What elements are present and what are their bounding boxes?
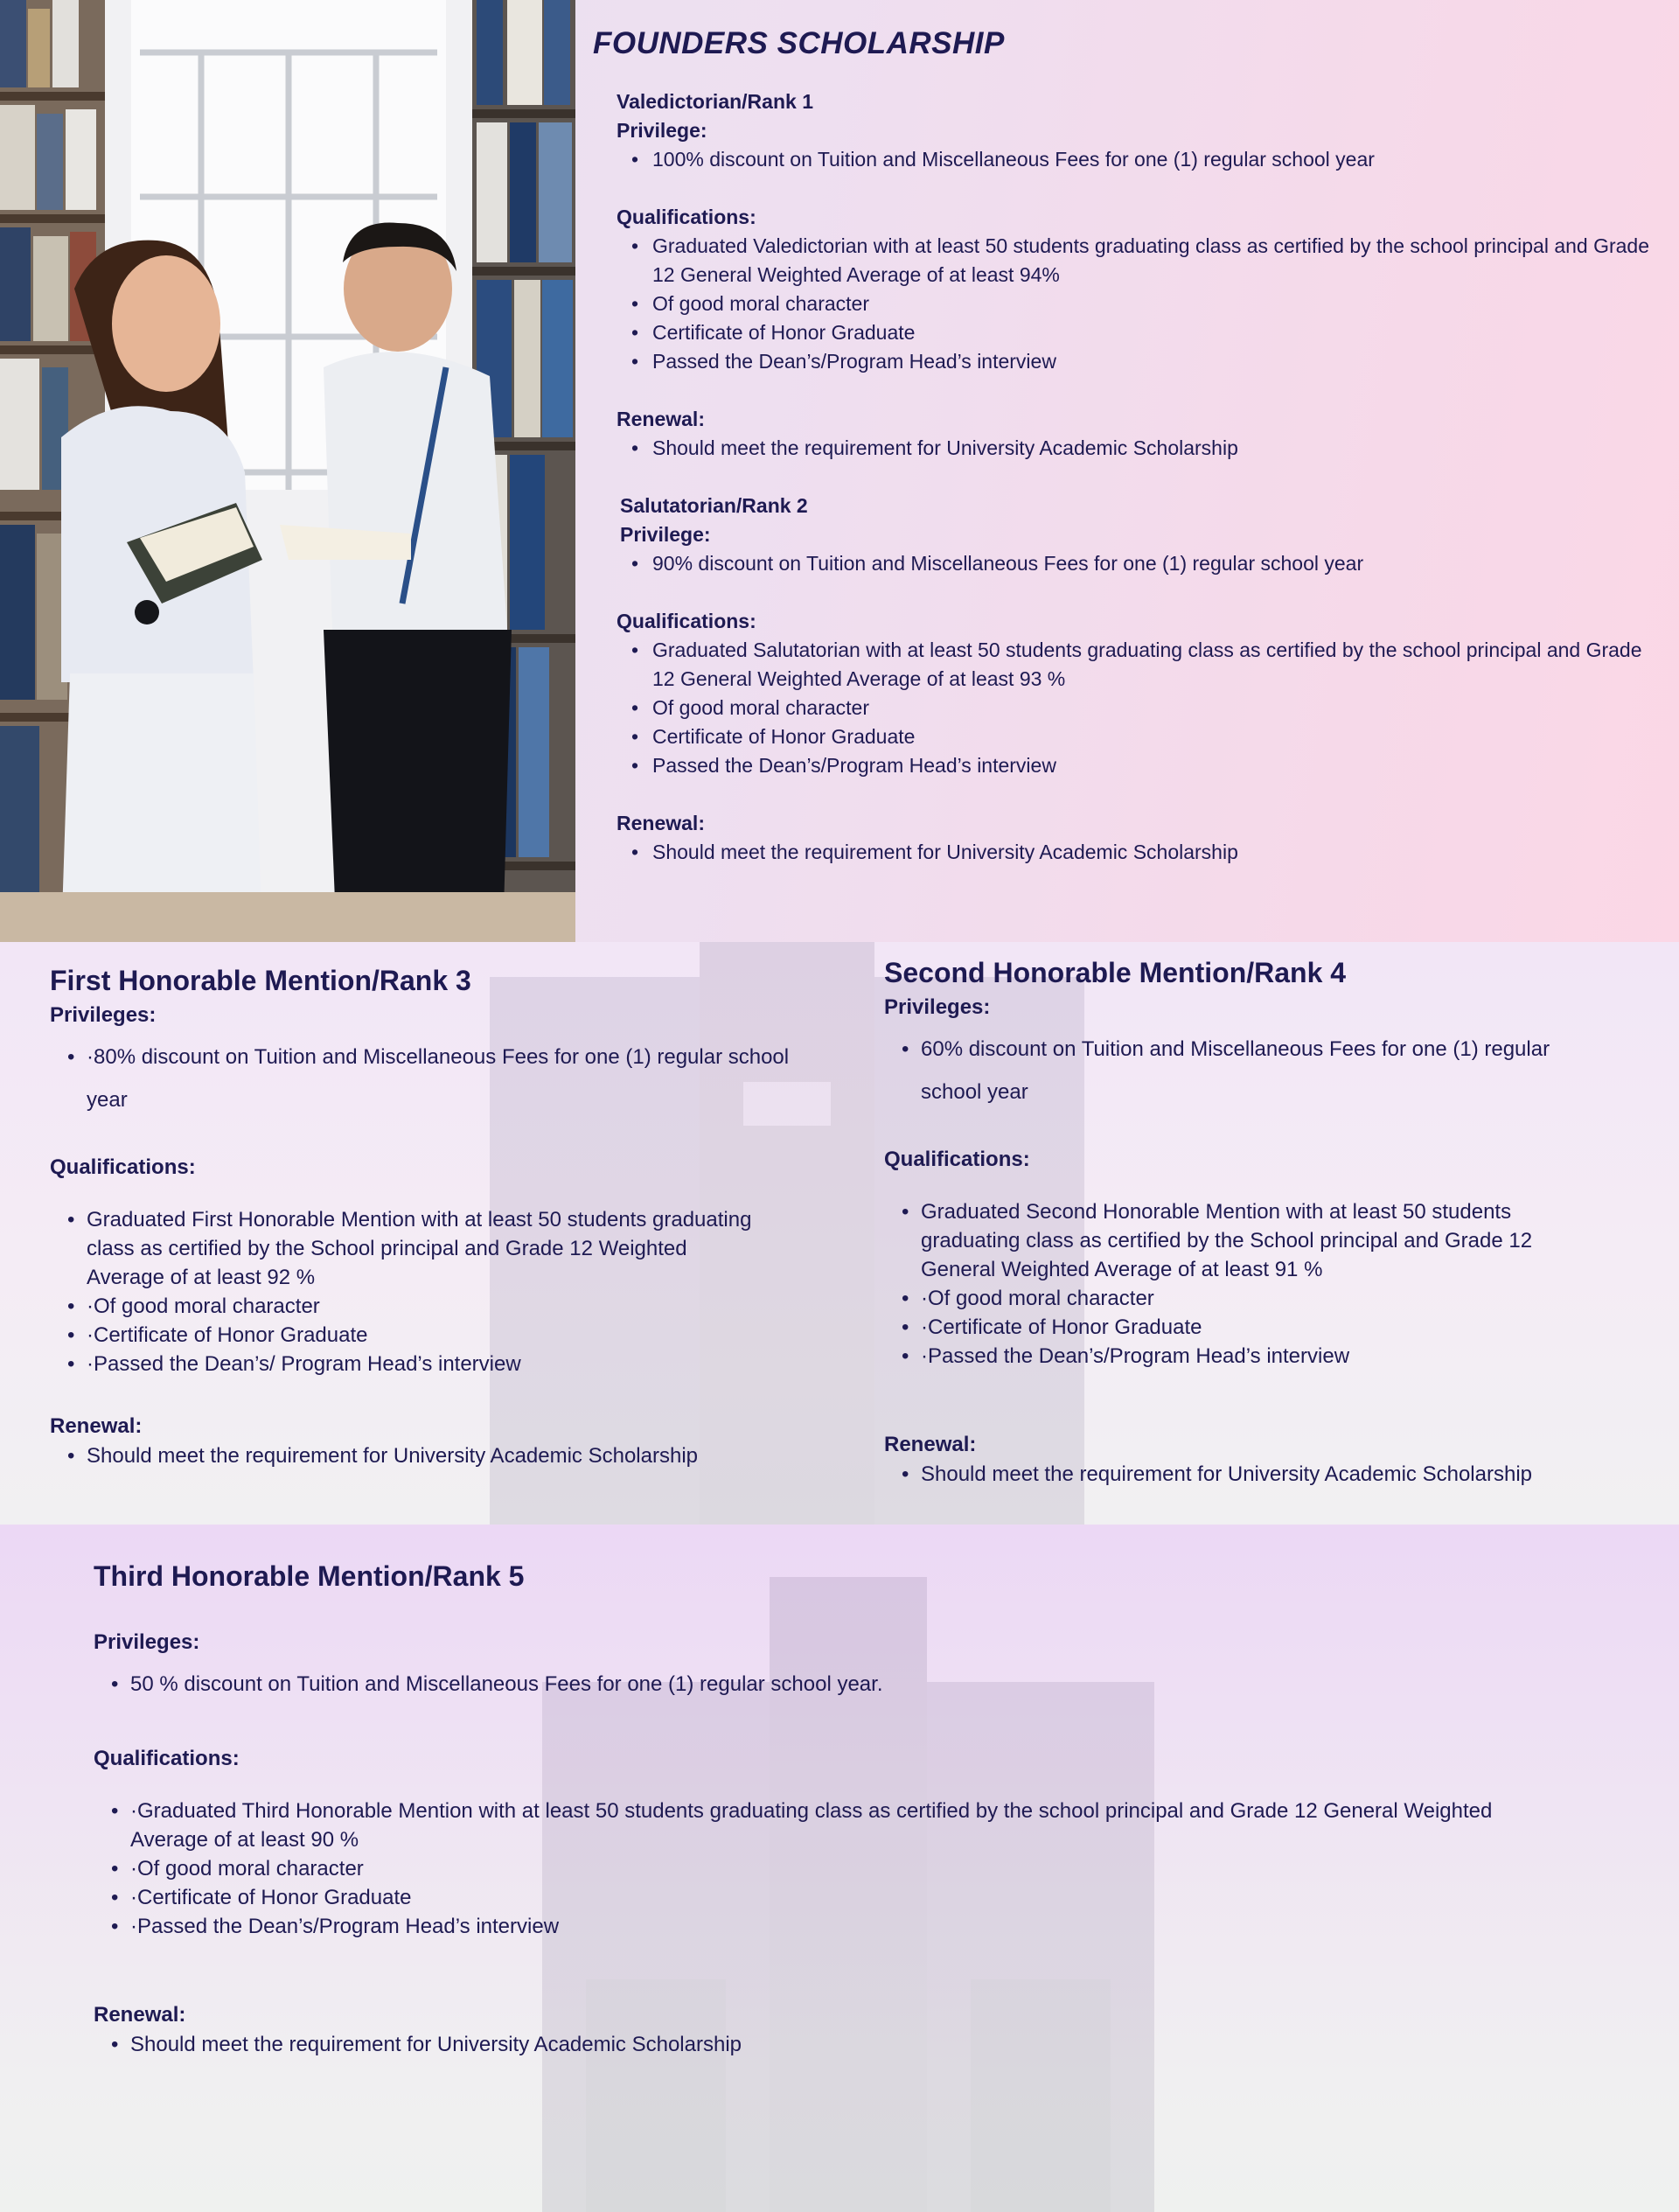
list-item: • ·Certificate of Honor Graduate — [50, 1321, 767, 1350]
third-hm-privileges-label: Privileges: — [94, 1630, 200, 1654]
second-hm-heading: Second Honorable Mention/Rank 4 — [884, 957, 1347, 988]
salutatorian-privilege-block — [617, 549, 1669, 578]
first-hm-renewal-list — [50, 1441, 802, 1470]
list-item: • Should meet the requirement for University Academic Scholarship — [50, 1441, 802, 1470]
page-title: FOUNDERS SCHOLARSHIP — [593, 26, 1005, 60]
founders-content — [593, 26, 1669, 867]
list-item: • ·Of good moral character — [884, 1284, 1584, 1313]
list-item: • ·Of good moral character — [50, 1292, 767, 1321]
first-hm-privileges-label: Privileges: — [50, 1003, 157, 1027]
list-item: • 90% discount on Tuition and Miscellaneous Fees for one (1) regular school year — [617, 549, 1669, 578]
first-hm-privileges-list — [50, 1036, 802, 1121]
salutatorian-privilege-label: Privilege: — [620, 523, 711, 546]
list-item: • Should meet the requirement for University Academic Scholarship — [94, 2030, 1580, 2059]
third-hm-qualifications-list — [94, 1797, 1493, 1941]
salutatorian-block — [620, 492, 1669, 549]
second-hm-renewal-label: Renewal: — [884, 1433, 977, 1456]
founders-section — [0, 0, 1679, 942]
valedictorian-renewal-block — [617, 405, 1669, 463]
third-hm-heading: Third Honorable Mention/Rank 5 — [94, 1560, 525, 1592]
list-item: • Should meet the requirement for University Academic Scholarship — [617, 434, 1669, 463]
list-item: • ·Graduated Third Honorable Mention with at least 50 students graduating class as certified by the school principal and Grade 12 General Weighted Average of at least 90 % — [94, 1797, 1493, 1854]
salutatorian-qualifications-list — [617, 636, 1669, 780]
list-item: • Passed the Dean’s/Program Head’s interview — [617, 347, 1669, 376]
list-item: • 60% discount on Tuition and Miscellaneous Fees for one (1) regular school year — [884, 1028, 1601, 1113]
list-item: • ·Passed the Dean’s/Program Head’s interview — [884, 1342, 1584, 1371]
valedictorian-heading: Valedictorian/Rank 1 — [617, 90, 813, 113]
list-item: • 100% discount on Tuition and Miscellaneous Fees for one (1) regular school year — [617, 145, 1669, 174]
third-hm-renewal-list — [94, 2030, 1580, 2059]
third-hm-qualifications-label: Qualifications: — [94, 1747, 240, 1770]
list-item: • Graduated Second Honorable Mention with at least 50 students graduating class as certified by the School principal and Grade 12 General Weighted Average of at least 91 % — [884, 1197, 1584, 1284]
list-item: • Of good moral character — [617, 694, 1669, 722]
second-hm-renewal-list — [884, 1460, 1636, 1489]
first-hm-heading: First Honorable Mention/Rank 3 — [50, 965, 471, 996]
valedictorian-renewal-label: Renewal: — [617, 408, 705, 430]
list-item: • Passed the Dean’s/Program Head’s interview — [617, 751, 1669, 780]
list-item: • Graduated Valedictorian with at least 50 students graduating class as certified by the school principal and Grade 12 General Weighted Average of at least 94% — [617, 232, 1669, 290]
first-hm-qualifications-label: Qualifications: — [50, 1155, 196, 1179]
salutatorian-qualifications-block — [617, 607, 1669, 780]
first-hm-qualifications-list — [50, 1205, 767, 1378]
list-item: • Of good moral character — [617, 290, 1669, 318]
first-hm-renewal-label: Renewal: — [50, 1414, 143, 1438]
list-item: • ·Passed the Dean’s/ Program Head’s interview — [50, 1350, 767, 1378]
list-item: • Certificate of Honor Graduate — [617, 318, 1669, 347]
salutatorian-privilege-list — [617, 549, 1669, 578]
third-hm-renewal-label: Renewal: — [94, 2003, 186, 2027]
salutatorian-renewal-block — [617, 809, 1669, 867]
salutatorian-renewal-list — [617, 838, 1669, 867]
valedictorian-qualifications-block — [617, 203, 1669, 376]
valedictorian-privilege-list — [617, 145, 1669, 174]
third-hm-privileges-list — [94, 1670, 1580, 1699]
list-item: • ·Of good moral character — [94, 1854, 1493, 1883]
first-hm-column — [50, 962, 802, 1470]
list-item: • Graduated Salutatorian with at least 50 students graduating class as certified by the school principal and Grade 12 General Weighted Average of at least 93 % — [617, 636, 1669, 694]
list-item: • Should meet the requirement for University Academic Scholarship — [884, 1460, 1636, 1489]
third-hm-section — [0, 1525, 1679, 2212]
valedictorian-block — [617, 87, 1669, 174]
list-item: • Should meet the requirement for University Academic Scholarship — [617, 838, 1669, 867]
third-hm-column — [94, 1558, 1580, 2059]
list-item: • 50 % discount on Tuition and Miscellaneous Fees for one (1) regular school year. — [94, 1670, 1580, 1699]
valedictorian-privilege-label: Privilege: — [617, 119, 707, 142]
valedictorian-renewal-list — [617, 434, 1669, 463]
second-hm-qualifications-list — [884, 1197, 1584, 1371]
second-hm-privileges-label: Privileges: — [884, 995, 991, 1019]
students-in-library-photo — [0, 0, 575, 942]
salutatorian-qualifications-label: Qualifications: — [617, 610, 756, 632]
salutatorian-renewal-label: Renewal: — [617, 812, 705, 834]
second-hm-qualifications-label: Qualifications: — [884, 1148, 1030, 1171]
list-item: • ·Certificate of Honor Graduate — [884, 1313, 1584, 1342]
second-hm-column — [884, 954, 1636, 1489]
salutatorian-heading: Salutatorian/Rank 2 — [620, 494, 808, 517]
list-item: • Graduated First Honorable Mention with at least 50 students graduating class as certified by the School principal and Grade 12 Weighted Average of at least 92 % — [50, 1205, 767, 1292]
valedictorian-qualifications-list — [617, 232, 1669, 376]
list-item: • ·Passed the Dean’s/Program Head’s interview — [94, 1912, 1493, 1941]
list-item: • ·Certificate of Honor Graduate — [94, 1883, 1493, 1912]
list-item: • ·80% discount on Tuition and Miscellaneous Fees for one (1) regular school year — [50, 1036, 802, 1121]
honorable-mentions-section — [0, 942, 1679, 1525]
list-item: • Certificate of Honor Graduate — [617, 722, 1669, 751]
second-hm-privileges-list — [884, 1028, 1601, 1113]
valedictorian-qualifications-label: Qualifications: — [617, 206, 756, 228]
